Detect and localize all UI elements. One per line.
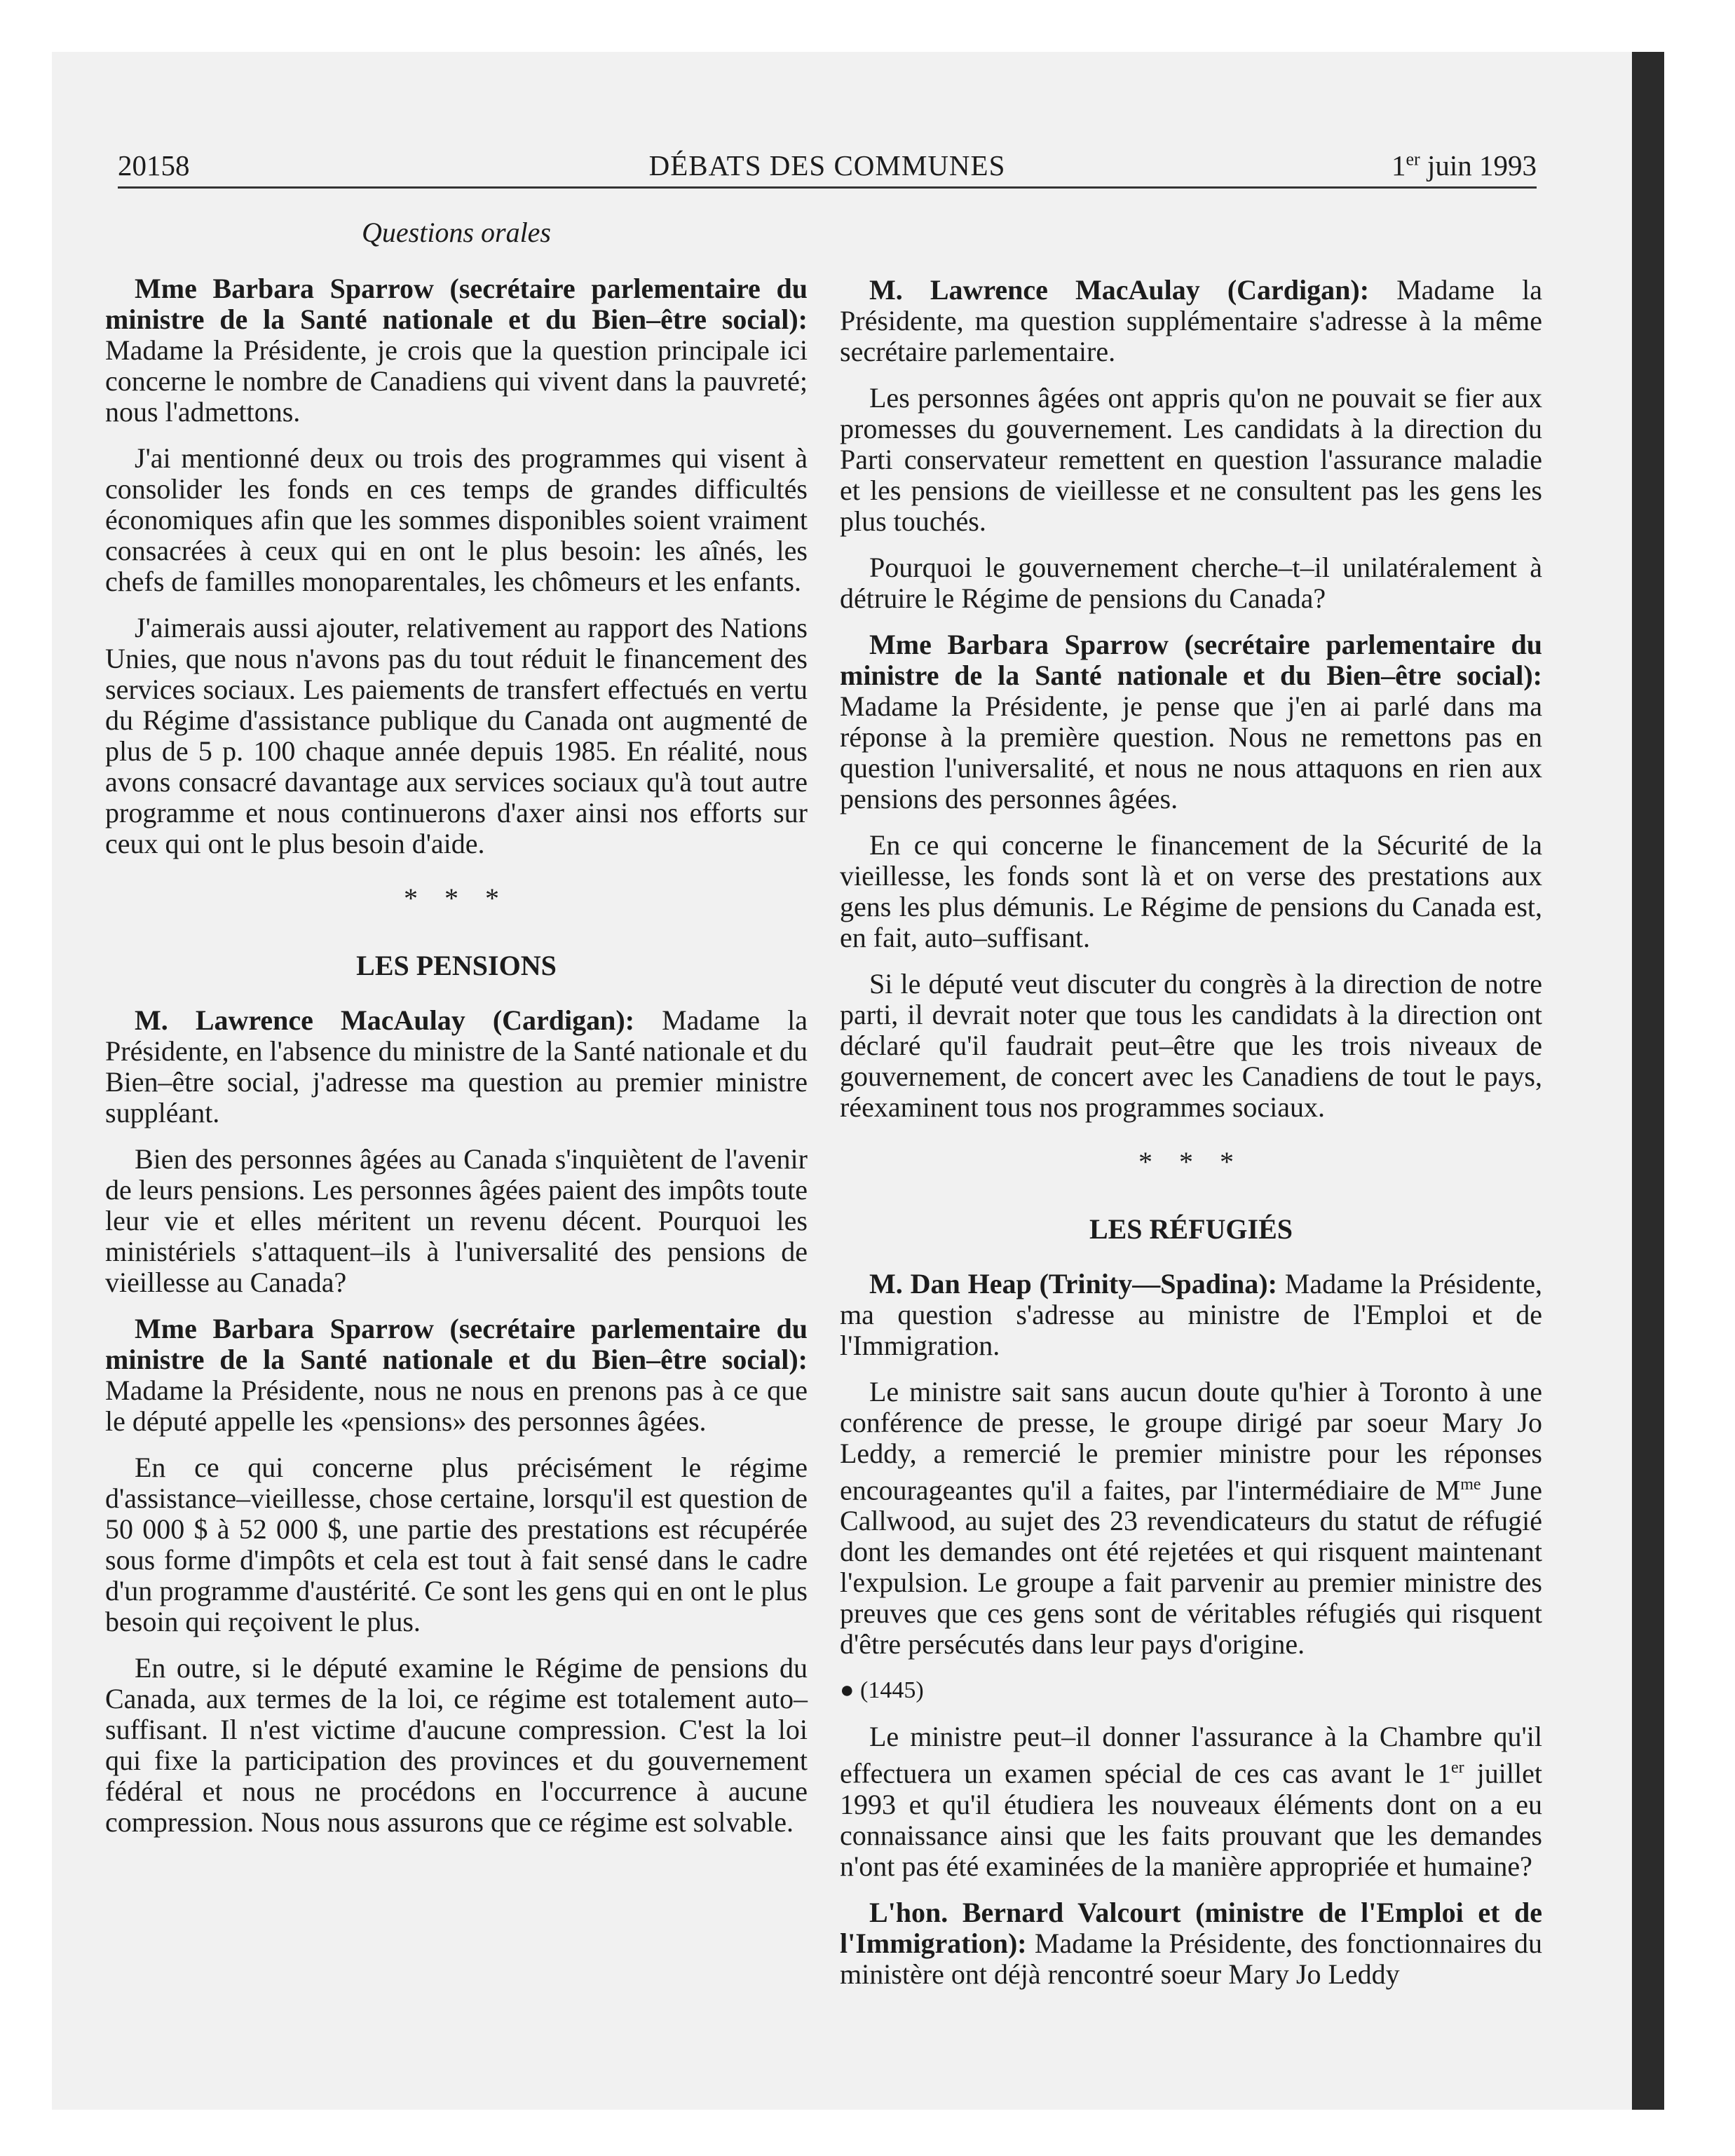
section-heading: LES PENSIONS (356, 950, 557, 981)
paragraph: Si le député veut discuter du congrès à la direction de notre parti, il devrait noter que tous les candidats à la direction ont déclaré qu'il faudrait peut–être que les trois niveaux de gouvernement, de concert avec les Canadiens de tout le pays, réexaminent tous nos programmes sociaux. (840, 968, 1542, 1123)
section-separator: * * * (404, 882, 509, 914)
page-header (118, 149, 1537, 189)
paragraph: M. Dan Heap (Trinity—Spadina): Madame la Présidente, ma question s'adresse au ministre de l'Emploi et de l'Immigration. (840, 1268, 1542, 1361)
section-separator: * * * (1138, 1146, 1244, 1178)
paragraph: Le ministre sait sans aucun doute qu'hier à Toronto à une conférence de presse, le groupe dirigé par soeur Mary Jo Leddy, a remercié le premier ministre pour les réponses encourageantes qu'il a faites, par l'intermédiaire de $M^{me}$ June Callwood, au sujet des 23 revendicateurs du statut de réfugié dont les demandes ont été rejetées et qui risquent maintenant l'expulsion. Le groupe a fait parvenir au premier ministre des preuves que ces gens sont de véritables réfugiés qui risquent d'être persécutés dans leur pays d'origine. (840, 1376, 1542, 1660)
speaker-name: M. Dan Heap (Trinity—Spadina): (869, 1268, 1277, 1299)
timestamp: ● (1445) (840, 1677, 924, 1704)
scan-edge-shadow (1632, 52, 1664, 2110)
speaker-name: L'hon. Bernard Valcourt (ministre de l'Emploi et de l'Immigration): (840, 1896, 1542, 1959)
paragraph: M. Lawrence MacAulay (Cardigan): Madame la Présidente, en l'absence du ministre de la Santé nationale et du Bien–être social, j'adresse ma question au premier ministre suppléant. (105, 1004, 808, 1128)
paragraph: Les personnes âgées ont appris qu'on ne pouvait se fier aux promesses du gouvernement. Les candidats à la direction du Parti conservateur remettent en question l'assurance maladie et les pensions de vieillesse et ne consultent pas les gens les plus touchés. (840, 382, 1542, 537)
paragraph: Mme Barbara Sparrow (secrétaire parlementaire du ministre de la Santé nationale et du Bien–être social): Madame la Présidente, je pense que j'en ai parlé dans ma réponse à la première question. Nous ne remettons pas en question l'universalité, et nous ne nous attaquons en rien aux pensions des personnes âgées. (840, 629, 1542, 814)
speaker-name: M. Lawrence MacAulay (Cardigan): (135, 1004, 635, 1036)
right-column (840, 275, 1542, 2005)
page-number: 20158 (118, 149, 190, 182)
speaker-name: M. Lawrence MacAulay (Cardigan): (869, 274, 1370, 306)
speaker-name: Mme Barbara Sparrow (secrétaire parlementaire du ministre de la Santé nationale et du Bien–être social): (105, 273, 808, 335)
paragraph: En outre, si le député examine le Régime de pensions du Canada, aux termes de la loi, ce régime est totalement auto–suffisant. Il n'est victime d'aucune compression. C'est la loi qui fixe la participation des provinces et du gouvernement fédéral et nous ne procédons en l'occurrence à aucune compression. Nous nous assurons que ce régime est solvable. (105, 1652, 808, 1838)
speaker-name: Mme Barbara Sparrow (secrétaire parlementaire du ministre de la Santé nationale et du Bien–être social): (840, 629, 1542, 691)
paragraph: Mme Barbara Sparrow (secrétaire parlementaire du ministre de la Santé nationale et du Bien–être social): Madame la Présidente, nous ne nous en prenons pas à ce que le député appelle les «pensions» des personnes âgées. (105, 1313, 808, 1437)
paragraph: J'ai mentionné deux ou trois des programmes qui visent à consolider les fonds en ces temps de grandes difficultés économiques afin que les sommes disponibles soient vraiment consacrées à ceux qui en ont le plus besoin: les aînés, les chefs de familles monoparentales, les chômeurs et les enfants. (105, 442, 808, 597)
paragraph: Mme Barbara Sparrow (secrétaire parlementaire du ministre de la Santé nationale et du Bien–être social): Madame la Présidente, je crois que la question principale ici concerne le nombre de Canadiens qui vivent dans la pauvreté; nous l'admettons. (105, 273, 808, 428)
paragraph: Pourquoi le gouvernement cherche–t–il unilatéralement à détruire le Régime de pensions du Canada? (840, 552, 1542, 614)
left-column (105, 217, 808, 1853)
paragraph: En ce qui concerne plus précisément le régime d'assistance–vieillesse, chose certaine, lorsqu'il est question de 50 000 $ à 52 000 $, une partie des prestations est récupérée sous forme d'impôts et cela est tout à fait sensé dans le cadre d'un programme d'austérité. Ce sont les gens qui en ont le plus besoin qui reçoivent le plus. (105, 1452, 808, 1637)
page-date: 1er juin 1993 (1392, 149, 1537, 182)
paragraph: En ce qui concerne le financement de la Sécurité de la vieillesse, les fonds sont là et on verse des prestations aux gens les plus démunis. Le Régime de pensions du Canada est, en fait, auto–suffisant. (840, 829, 1542, 953)
section-heading: LES RÉFUGIÉS (1089, 1213, 1293, 1245)
paragraph: M. Lawrence MacAulay (Cardigan): Madame la Présidente, ma question supplémentaire s'adresse à la même secrétaire parlementaire. (840, 274, 1542, 367)
speaker-name: Mme Barbara Sparrow (secrétaire parlementaire du ministre de la Santé nationale et du Bien–être social): (105, 1313, 808, 1375)
publication-title: DÉBATS DES COMMUNES (648, 149, 1006, 182)
paragraph: L'hon. Bernard Valcourt (ministre de l'Emploi et de l'Immigration): Madame la Présidente, des fonctionnaires du ministère ont déjà rencontré soeur Mary Jo Leddy (840, 1896, 1542, 1990)
paragraph: Le ministre peut–il donner l'assurance à la Chambre qu'il effectuera un examen spécial de ces cas avant le 1er juillet 1993 et qu'il étudiera les nouveaux éléments dont on a eu connaissance ainsi que les faits prouvant que les demandes n'ont pas été examinées de la manière appropriée et humaine? (840, 1721, 1542, 1882)
section-title: Questions orales (362, 217, 551, 248)
paragraph: J'aimerais aussi ajouter, relativement au rapport des Nations Unies, que nous n'avons pas du tout réduit le financement des services sociaux. Les paiements de transfert effectués en vertu du Régime d'assistance publique du Canada ont augmenté de plus de 5 p. 100 chaque année depuis 1985. En réalité, nous avons consacré davantage aux services sociaux qu'à tout autre programme et nous continuerons d'axer ainsi nos efforts sur ceux qui ont le plus besoin d'aide. (105, 612, 808, 859)
paragraph: Bien des personnes âgées au Canada s'inquiètent de l'avenir de leurs pensions. Les personnes âgées paient des impôts toute leur vie et elles méritent un revenu décent. Pourquoi les ministériels s'attaquent–ils à l'universalité des pensions de vieillesse au Canada? (105, 1143, 808, 1298)
